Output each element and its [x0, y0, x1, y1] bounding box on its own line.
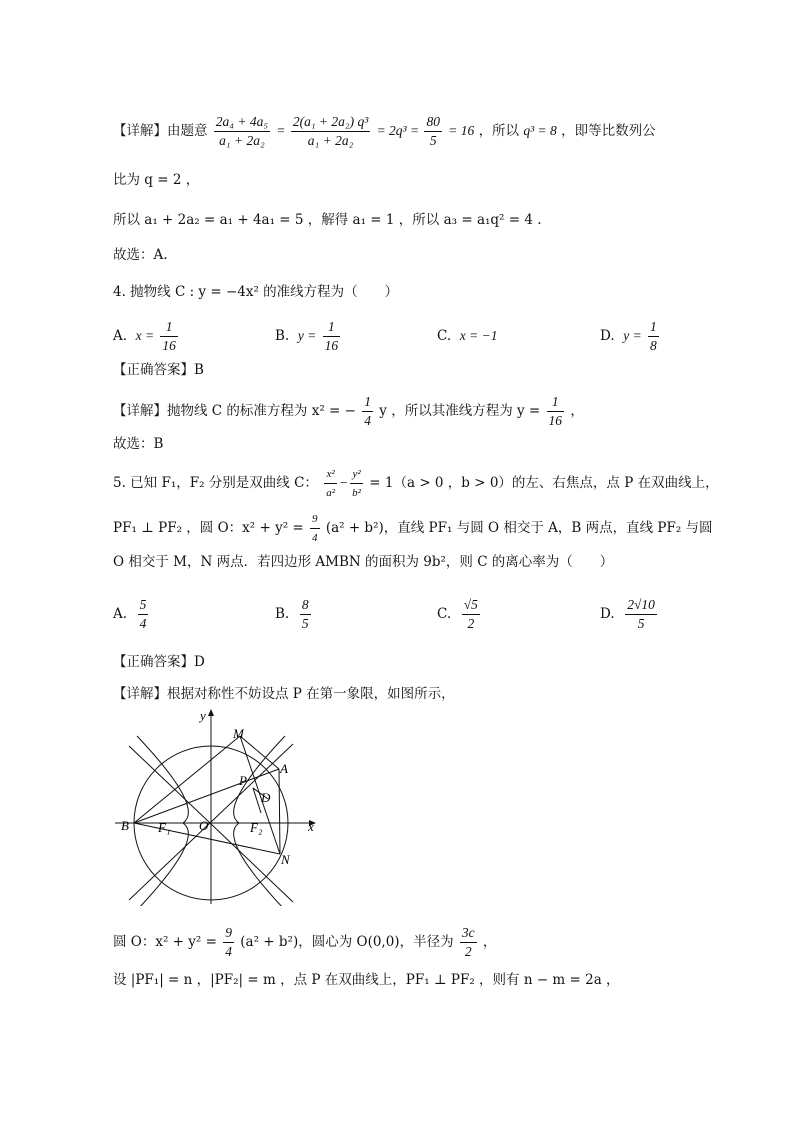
label-f2: F₂ [250, 820, 263, 835]
q5-last-line: 设 |PF₁| = n ，|PF₂| = m ，点 P 在双曲线上，PF₁ ⊥ PF₂ ，则有 n − m = 2a ， [113, 972, 620, 988]
line-pf2 [253, 788, 261, 813]
q4-option-b: B. y = $\frac{1}{16}$ [275, 319, 339, 353]
label-f1: F₁ [158, 820, 171, 835]
label-p: P [239, 773, 247, 788]
detail-answer: 故选：A. [113, 247, 168, 263]
fraction-3: $\frac{80}{5}$ [426, 114, 440, 148]
fraction-2: $\frac{\text{2(a₁ + 2a₂) q³}}{\text{a₁ + 2a₂}}$ [292, 114, 369, 148]
q4-option-d: D. y = $\frac{1}{8}$ [600, 319, 657, 353]
q4-detail: 【详解】抛物线 C 的标准方程为 x² = − $\frac{1}{4}$ y ，所以其准线方程为 y = $\frac{1}{16}$ ， [113, 394, 584, 428]
hyperbola-circle-figure [113, 706, 323, 906]
detail-qcube: q³ = 8 [523, 123, 557, 138]
q5-option-b: B. $\frac{8}{5}$ [275, 597, 309, 631]
q5-option-c: C. $\frac{√5}{2}$ [437, 597, 478, 631]
detail-line-3: 所以 a₁ + 2a₂ = a₁ + 4a₁ = 5 ，解得 a₁ = 1 ，所以 a₃ = a₁q² = 4 . [113, 212, 542, 228]
detail-line-2: 比为 q = 2 ， [113, 172, 200, 188]
q4-stem: 4. 抛物线 C : y = −4x² 的准线方程为（ ） [113, 284, 399, 300]
label-n: N [281, 852, 290, 867]
q5-stem-1: 5. 已知 F₁，F₂ 分别是双曲线 C： $\frac{\text{x²}}{\text{a²}}$ − $\frac{\text{y²}}{\text{b²}}$ = 1（a > 0 ，b > 0）的左、右焦点，点 P 在双曲线上， [113, 465, 719, 502]
q4-option-a: A. x = $\frac{1}{16}$ [113, 319, 176, 353]
q4-option-c: C. x = −1 [437, 328, 498, 344]
q5-circle-detail: 圆 O：x² + y² = $\frac{9}{4}$ (a² + b²)，圆心为 O(0,0)，半径为 $\frac{3c}{2}$ ， [113, 925, 497, 959]
label-o: O [199, 818, 209, 833]
q4-answer: 故选：B [113, 436, 164, 452]
label-b: B [121, 818, 129, 833]
q4-correct: 【正确答案】B [113, 362, 204, 378]
detail-lead: 【详解】由题意 [113, 123, 208, 139]
label-a: A [280, 761, 288, 776]
q5-option-d: D. $\frac{2√10}{5}$ [600, 597, 655, 631]
detail-mid: ，所以 [478, 123, 520, 139]
q5-option-a: A. $\frac{5}{4}$ [113, 597, 147, 631]
detail-tail: ，即等比数列公 [561, 123, 656, 139]
label-d: D [261, 790, 271, 805]
q5-correct: 【正确答案】D [113, 654, 205, 670]
line-ba [134, 769, 279, 823]
label-y: y [200, 708, 206, 723]
q5-stem-3: O 相交于 M，N 两点．若四边形 AMBN 的面积为 9b²，则 C 的离心率为（ ） [113, 554, 614, 570]
line-an [279, 769, 280, 854]
label-x: x [308, 819, 314, 834]
detail-line-1: 【详解】由题意 $\frac{\text{2a₄ + 4a₅}}{\text{a₁ + 2a₂}}$ = $\frac{\text{2(a₁ + 2a₂) q³}}{\text{a₁ + 2a₂}}$ = 2q³ = $\frac{80}{5}$ = 16 ，所以 q³ = 8 ，即等比数列公 [113, 114, 656, 148]
line-mn [240, 736, 280, 854]
fraction-1: $\frac{\text{2a₄ + 4a₅}}{\text{a₁ + 2a₂}}$ [215, 114, 269, 148]
y-axis-arrow [208, 709, 214, 716]
label-m: M [233, 726, 244, 741]
q5-detail-1: 【详解】根据对称性不妨设点 P 在第一象限，如图所示， [113, 686, 455, 702]
q5-stem-2: PF₁ ⊥ PF₂ ，圆 O：x² + y² = $\frac{9}{4}$ (a² + b²)，直线 PF₁ 与圆 O 相交于 A，B 两点，直线 PF₂ 与圆 [113, 510, 713, 547]
